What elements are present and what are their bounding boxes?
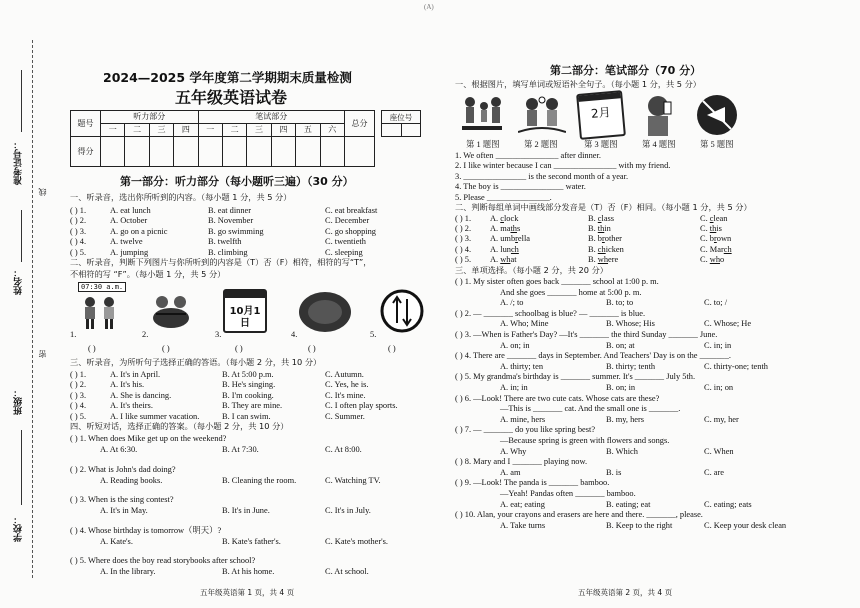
option-c: C. Summer.	[325, 411, 365, 421]
option-c: C. When	[704, 446, 734, 456]
option-c: C. Whose; He	[704, 319, 752, 329]
option-c: C. sleeping	[325, 247, 363, 257]
option-a: A. Why	[500, 446, 527, 456]
word-option-b: B. brother	[588, 234, 622, 244]
picture-quiet-sign	[695, 93, 739, 137]
option-a: A. Take turns	[500, 520, 546, 530]
option-c: C. Keep your desk clean	[704, 520, 787, 530]
answer-bracket: ( )	[388, 344, 396, 353]
option-c: C. December	[325, 216, 370, 226]
option-b: B. Whose; His	[606, 319, 655, 329]
question-text: ( ) 1. My sister often goes back _______ school at 1:00 p. m.	[455, 277, 659, 286]
option-a: A. eat; eating	[500, 499, 545, 509]
option-c: C. Yes, he is.	[325, 380, 369, 390]
option-c: C. are	[704, 467, 724, 477]
option-c: C. my, her	[704, 414, 739, 424]
seat-number-box: 座位号	[381, 110, 421, 137]
option-b: B. twelfth	[208, 237, 242, 247]
question-number: ( ) 4.	[70, 237, 87, 247]
score-table: 题号 听力部分 笔试部分 总分 一 二 三 四 一 二 三 四 五 六 得分	[70, 110, 375, 167]
question-number: ( ) 4.	[455, 244, 472, 254]
option-a: A. Who; Mine	[500, 319, 549, 329]
option-a: A. I like summer vacation.	[110, 411, 200, 421]
answer-bracket: ( )	[88, 344, 96, 353]
fill-in-sentence: 2. I like winter because I can _______________ with my friend.	[455, 161, 671, 171]
word-option-c: C. clean	[700, 214, 728, 223]
option-c: C. At 8:00.	[325, 445, 362, 454]
option-a: A. go on a picnic	[110, 226, 168, 236]
option-a: A. in; in	[500, 383, 528, 392]
option-b: B. Which	[606, 446, 638, 456]
question-number: ( ) 1.	[70, 370, 87, 379]
question-number: ( ) 5.	[70, 411, 87, 421]
option-a: A. am	[500, 467, 521, 477]
option-a: A. eat lunch	[110, 206, 151, 215]
word-option-c: C. who	[700, 254, 725, 264]
children-icon	[76, 294, 124, 332]
picture-label: 第 2 题图	[524, 140, 558, 149]
picture-label: 第 5 题图	[700, 140, 734, 149]
option-b: B. my, hers	[606, 414, 645, 424]
question-text: ( ) 10. Alan, your crayons and erasers are here and there. _______, please.	[455, 510, 703, 520]
top-mark: (A)	[424, 3, 434, 11]
option-a: A. In the library.	[100, 567, 156, 576]
option-a: A. It's his.	[110, 380, 145, 390]
question-text: ( ) 5. Where does the boy read storybooks after school?	[70, 556, 256, 565]
option-a: A. It's theirs.	[110, 401, 153, 411]
traffic-sign-icon	[380, 289, 424, 333]
word-option-a: A. what	[490, 254, 517, 264]
s2-heading-2: 不相符的写 “F”。（每小题 1 分，共 5 分）	[70, 269, 226, 279]
option-c: C. Watching TV.	[325, 475, 381, 485]
fill-in-sentence: 4. The boy is _______________ water.	[455, 182, 586, 192]
question-text-line2: —This is _______ cat. And the small one is _______.	[500, 404, 681, 414]
option-a: A. Kate's.	[100, 536, 133, 546]
option-c: C. eat breakfast	[325, 206, 378, 215]
question-text: ( ) 3. When is the sing contest?	[70, 495, 174, 504]
option-b: B. on; in	[606, 383, 636, 392]
w3-heading: 三、单项选择。（每小题 2 分，共 20 分）	[455, 265, 608, 275]
question-text-line2: And she goes _______ home at 5:00 p. m.	[500, 287, 642, 297]
fill-in-sentence: 3. _______________ is the second month of a year.	[455, 171, 629, 181]
option-b: B. climbing	[208, 247, 248, 257]
option-c: C. in; on	[704, 383, 734, 392]
option-a: A. She is dancing.	[110, 390, 172, 400]
option-a: A. /; to	[500, 298, 524, 308]
w2-heading: 二、判断每组单词中画线部分发音是（T）否（F）相同。（每小题 1 分，共 5 分）	[455, 202, 752, 212]
word-option-c: C. March	[700, 244, 732, 254]
question-number: ( ) 3.	[70, 226, 87, 236]
question-number: ( ) 1.	[70, 206, 87, 215]
school-label: 学校：	[14, 515, 24, 542]
exam-title: 2024—2025 学年度第二学期期末质量检测	[103, 70, 352, 85]
option-c: C. to; /	[704, 298, 728, 308]
option-c: C. twentieth	[325, 237, 366, 247]
family-icon	[460, 94, 504, 138]
option-c: C. in; in	[704, 340, 732, 350]
mooncake-icon	[298, 290, 353, 334]
question-number: ( ) 2.	[70, 380, 87, 390]
option-b: B. Kate's father's.	[222, 536, 281, 546]
picture-february-calendar: 2月	[576, 90, 626, 140]
question-text: ( ) 1. When does Mike get up on the weekend?	[70, 434, 227, 443]
question-number: ( ) 5.	[70, 247, 87, 257]
w1-heading: 一、根据图片，填写单词或短语补全句子。（每小题 1 分，共 5 分）	[455, 79, 701, 89]
question-number: ( ) 5.	[455, 254, 472, 264]
option-a: A. At 6:30.	[100, 445, 138, 454]
option-c: C. It's in July.	[325, 506, 371, 515]
option-c: C. Autumn.	[325, 370, 364, 379]
picture-kids-clock: 07:30 a.m.	[76, 282, 124, 332]
option-c: C. It's mine.	[325, 390, 366, 400]
word-option-a: A. clock	[490, 214, 519, 223]
s1-heading: 一、听录音，选出你所听到的内容。（每小题 1 分，共 5 分）	[70, 192, 292, 202]
option-a: A. jumping	[110, 247, 149, 257]
option-b: B. eating; eat	[606, 499, 651, 509]
question-number: ( ) 1.	[455, 214, 472, 223]
option-a: A. on; in	[500, 340, 530, 350]
question-text: ( ) 2. — _______ schoolbag is blue? — _______ is blue.	[455, 308, 646, 318]
fill-in-sentence: 1. We often _______________ after dinner.	[455, 151, 601, 160]
question-text: ( ) 3. —When is Father's Day? —It's _______ the third Sunday _______ June.	[455, 330, 718, 339]
option-a: A. twelve	[110, 237, 143, 247]
s3-heading: 三、听录音，为所听句子选择正确的答语。（每小题 2 分，共 10 分）	[70, 357, 322, 367]
option-b: B. eat dinner	[208, 206, 252, 215]
picture-label: 第 1 题图	[466, 140, 500, 149]
option-a: A. thirty; ten	[500, 361, 544, 371]
question-number: ( ) 2.	[455, 224, 472, 234]
option-a: A. It's in April.	[110, 370, 161, 379]
part1-title: 第一部分：听力部分（每小题听三遍）（30 分）	[120, 175, 354, 188]
s4-heading: 四、听短对话，选择正确的答案。（每小题 2 分，共 10 分）	[70, 421, 289, 431]
footer-left: 五年级英语第 1 页，共 4 页	[200, 588, 295, 597]
option-b: B. to; to	[606, 298, 634, 308]
option-c: C. thirty-one; tenth	[704, 361, 768, 371]
drinking-icon	[638, 92, 680, 138]
question-text: ( ) 4. Whose birthday is tomorrow（明天）?	[70, 525, 222, 535]
question-text: ( ) 5. My grandma's birthday is _______ summer. It's _______ July 5th.	[455, 372, 696, 382]
option-b: B. November	[208, 216, 254, 226]
answer-bracket: ( )	[162, 344, 170, 353]
question-text: ( ) 6. —Look! There are two cute cats. Whose cats are these?	[455, 393, 660, 403]
option-b: B. on; at	[606, 340, 635, 350]
answer-bracket: ( )	[235, 344, 243, 353]
option-c: C. At school.	[325, 567, 369, 576]
picture-calendar: 10月1日	[223, 289, 267, 333]
picture-walking-family	[460, 94, 504, 138]
question-text: ( ) 8. Mary and I _______ playing now.	[455, 457, 588, 467]
exam-number-label: 准考证号：	[14, 140, 24, 185]
word-option-c: C. this	[700, 224, 722, 234]
question-text: ( ) 4. There are _______ days in September. And Teachers' Day is on the _______.	[455, 351, 731, 361]
word-option-a: A. umbrella	[490, 234, 531, 244]
option-b: B. It's in June.	[222, 506, 270, 515]
word-option-b: B. where	[588, 254, 619, 264]
cut-mark: 密	[38, 350, 47, 358]
s2-heading: 二、听录音，判断下列图片与你所听到的内容是（T）否（F）相符，相符的写“T”，	[70, 257, 372, 267]
option-b: B. I can swim.	[222, 411, 271, 421]
question-text: ( ) 7. — _______ do you like spring best?	[455, 425, 596, 435]
question-number: ( ) 3.	[455, 234, 472, 244]
option-b: B. Keep to the right	[606, 520, 673, 530]
question-text-line2: —Because spring is green with flowers and songs.	[500, 436, 670, 445]
option-b: B. I'm cooking.	[222, 390, 274, 400]
picture-boy-drinking	[638, 92, 680, 138]
picture-label: 第 4 题图	[642, 140, 676, 149]
option-b: B. At his home.	[222, 567, 275, 576]
option-a: A. It's in May.	[100, 506, 148, 515]
binding-margin	[0, 0, 62, 608]
option-c: C. I often play sports.	[325, 401, 398, 411]
option-b: B. They are mine.	[222, 401, 283, 411]
option-c: C. Kate's mother's.	[325, 536, 389, 546]
option-b: B. go swimming	[208, 226, 264, 236]
part2-title: 第二部分：笔试部分（70 分）	[550, 64, 702, 77]
question-text: ( ) 9. —Look! The panda is _______ bamboo.	[455, 478, 610, 488]
binding-line	[32, 40, 33, 578]
picture-snowball	[518, 94, 566, 138]
picture-label: 第 3 题图	[584, 140, 618, 149]
option-b: B. At 5:00 p.m.	[222, 370, 274, 379]
option-a: A. Reading books.	[100, 475, 163, 485]
picture-mooncake	[298, 290, 353, 334]
option-c: C. eating; eats	[704, 499, 752, 509]
footer-right: 五年级英语第 2 页，共 4 页	[578, 588, 673, 597]
option-b: B. At 7:30.	[222, 445, 259, 454]
option-b: B. is	[606, 467, 622, 477]
word-option-a: A. lunch	[490, 244, 519, 254]
word-option-b: B. thin	[588, 224, 611, 234]
question-text-line2: —Yeah! Pandas often _______ bamboo.	[500, 489, 636, 498]
word-option-a: A. maths	[490, 224, 521, 234]
option-a: A. mine, hers	[500, 414, 546, 424]
answer-bracket: ( )	[308, 344, 316, 353]
option-b: B. thirty; tenth	[606, 361, 656, 371]
fill-in-sentence: 5. Please _______________.	[455, 192, 552, 202]
seal-mark: 线	[38, 188, 47, 196]
word-option-c: C. brown	[700, 234, 732, 244]
exam-subtitle: 五年级英语试卷	[175, 88, 288, 107]
picture-no-overtaking-sign	[380, 289, 424, 333]
question-number: ( ) 4.	[70, 401, 87, 411]
option-c: C. go shopping	[325, 226, 376, 236]
snowball-icon	[518, 94, 566, 138]
quiet-sign-icon	[695, 93, 739, 137]
cooking-icon	[150, 292, 192, 332]
picture-cooking	[150, 292, 192, 332]
class-label: 班级：	[14, 388, 24, 415]
option-b: B. Cleaning the room.	[222, 475, 297, 485]
option-a: A. October	[110, 216, 148, 226]
question-number: ( ) 2.	[70, 216, 87, 226]
name-label: 姓名：	[14, 268, 24, 295]
question-number: ( ) 3.	[70, 390, 87, 400]
word-option-b: B. class	[588, 214, 615, 223]
question-text: ( ) 2. What is John's dad doing?	[70, 464, 176, 474]
word-option-b: B. chicken	[588, 244, 624, 254]
option-b: B. He's singing.	[222, 380, 276, 390]
